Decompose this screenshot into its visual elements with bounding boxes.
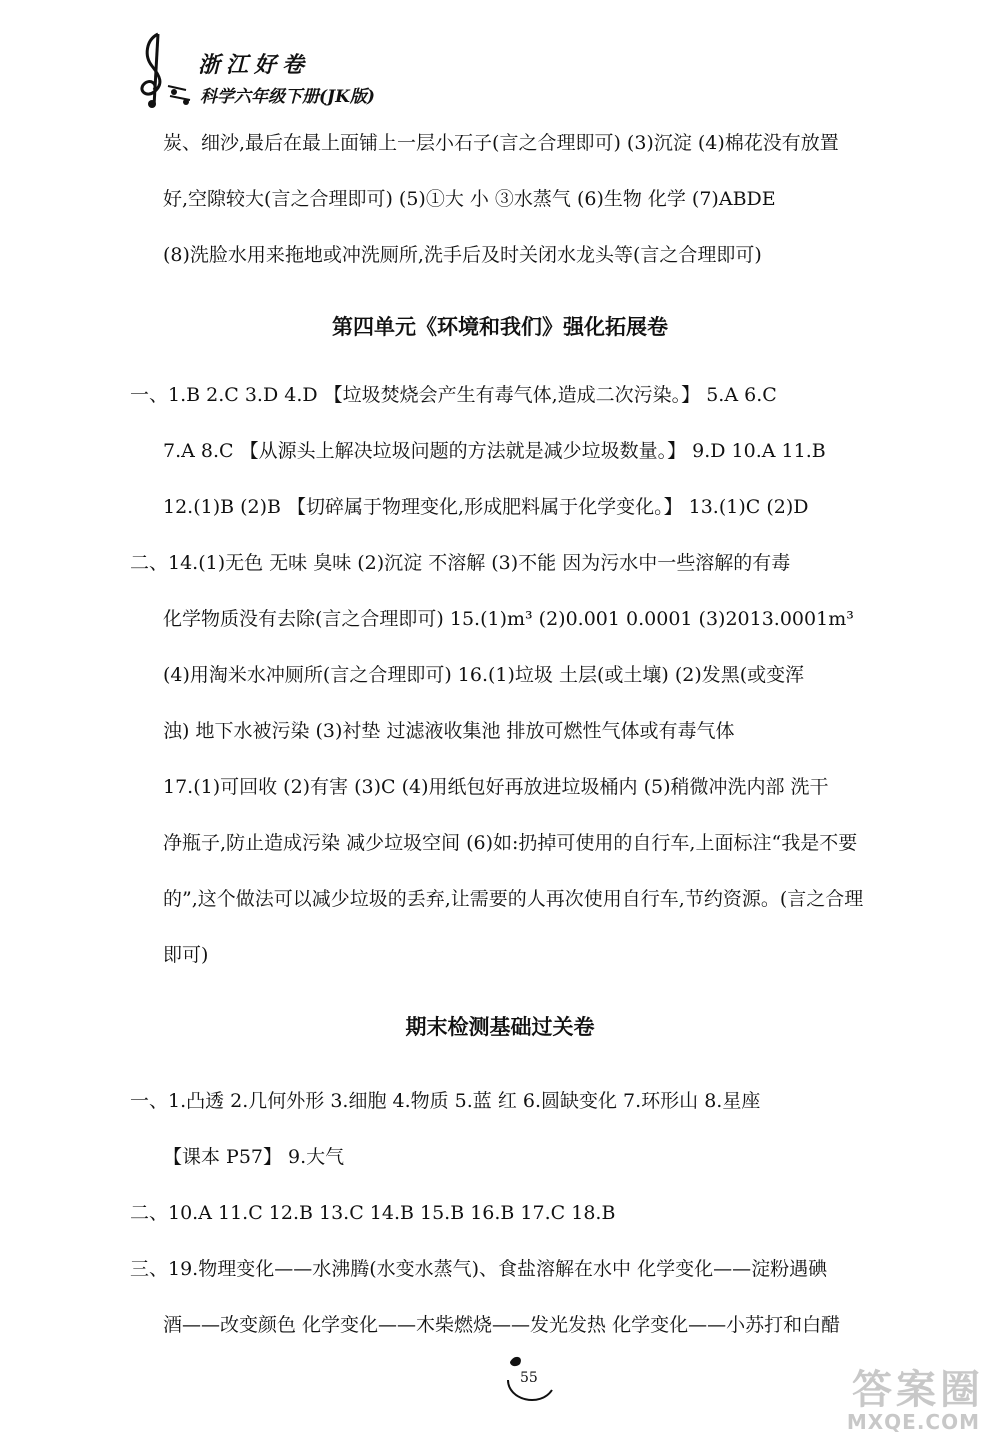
answer-line: 化学物质没有去除(言之合理即可) 15.(1)m³ (2)0.001 0.0001 (3)2013.0001m³ <box>163 608 854 630</box>
answer-line: 一、1.凸透 2.几何外形 3.细胞 4.物质 5.蓝 红 6.圆缺变化 7.环形山 8.星座 <box>130 1090 761 1112</box>
text-line: 好,空隙较大(言之合理即可) (5)①大 小 ③水蒸气 (6)生物 化学 (7)ABDE <box>163 188 776 210</box>
answer-line: 二、14.(1)无色 无味 臭味 (2)沉淀 不溶解 (3)不能 因为污水中一些溶解的有毒 <box>130 552 791 574</box>
text-line: 炭、细沙,最后在最上面铺上一层小石子(言之合理即可) (3)沉淀 (4)棉花没有放置 <box>163 132 839 154</box>
page-number: 55 <box>520 1370 538 1386</box>
answer-line: 浊) 地下水被污染 (3)衬垫 过滤液收集池 排放可燃性气体或有毒气体 <box>163 720 735 742</box>
watermark-logo: 答案圈 <box>852 1367 984 1413</box>
answer-line: 三、19.物理变化——水沸腾(水变水蒸气)、食盐溶解在水中 化学变化——淀粉遇碘 <box>130 1258 828 1280</box>
answer-line: (4)用淘米水冲厕所(言之合理即可) 16.(1)垃圾 土层(或土壤) (2)发黑(或变浑 <box>163 664 805 686</box>
answer-line: 净瓶子,防止造成污染 减少垃圾空间 (6)如:扔掉可使用的自行车,上面标注“我是不要 <box>163 832 858 854</box>
answer-line: 的”,这个做法可以减少垃圾的丢弃,让需要的人再次使用自行车,节约资源。(言之合理 <box>163 888 864 910</box>
answer-line: 一、1.B 2.C 3.D 4.D 【垃圾焚烧会产生有毒气体,造成二次污染。】 5.A 6.C <box>130 384 777 406</box>
series-title: 浙江好卷 <box>198 52 311 78</box>
answer-line: 二、10.A 11.C 12.B 13.C 14.B 15.B 16.B 17.C 18.B <box>130 1202 616 1224</box>
section-title: 期末检测基础过关卷 <box>405 1015 595 1039</box>
book-subtitle: 科学六年级下册(JK版) <box>200 87 375 107</box>
text-line: (8)洗脸水用来拖地或冲洗厕所,洗手后及时关闭水龙头等(言之合理即可) <box>163 244 762 266</box>
page-number-badge <box>500 1350 560 1410</box>
treble-clef-icon <box>128 30 196 110</box>
watermark-url: MXQE.COM <box>846 1410 980 1434</box>
answer-line: 酒——改变颜色 化学变化——木柴燃烧——发光发热 化学变化——小苏打和白醋 <box>163 1314 841 1336</box>
answer-line: 17.(1)可回收 (2)有害 (3)C (4)用纸包好再放进垃圾桶内 (5)稍微冲洗内部 洗干 <box>163 776 829 798</box>
section-title: 第四单元《环境和我们》强化拓展卷 <box>332 315 668 339</box>
answer-line: 即可) <box>163 944 209 966</box>
answer-line: 12.(1)B (2)B 【切碎属于物理变化,形成肥料属于化学变化。】 13.(1)C (2)D <box>163 496 809 518</box>
answer-line: 7.A 8.C 【从源头上解决垃圾问题的方法就是减少垃圾数量。】 9.D 10.A 11.B <box>163 440 826 462</box>
watermark <box>834 1358 984 1438</box>
book-header <box>128 30 448 110</box>
answer-line: 【课本 P57】 9.大气 <box>163 1146 345 1168</box>
